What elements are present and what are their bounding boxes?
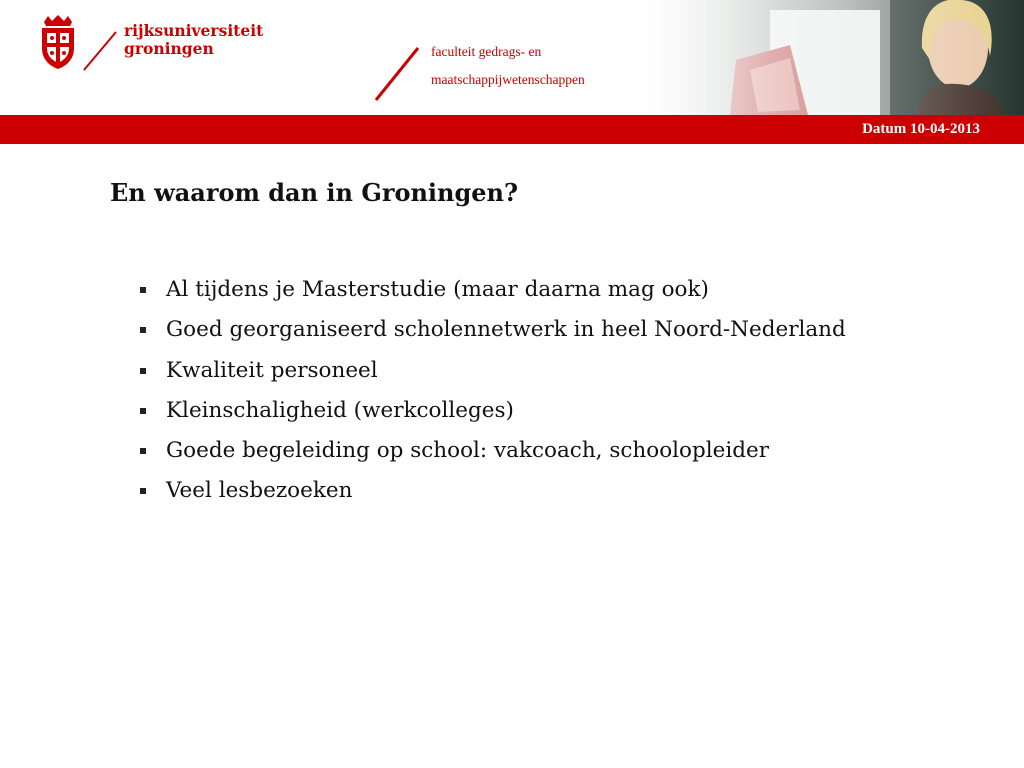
bullet-text: Kwaliteit personeel [166, 357, 378, 383]
university-logo-text [124, 22, 263, 58]
faculty-divider-slash [372, 46, 422, 102]
square-bullet-icon [140, 287, 146, 293]
bullet-text: Veel lesbezoeken [166, 478, 353, 504]
bullet-text: Kleinschaligheid (werkcolleges) [166, 397, 514, 423]
list-item [138, 310, 978, 350]
square-bullet-icon [140, 368, 146, 374]
bullet-text: Goede begeleiding op school: vakcoach, schoolopleider [166, 438, 769, 464]
list-item [138, 351, 978, 391]
faculty-name [431, 38, 585, 94]
header-photo [640, 0, 1024, 115]
date-label: Datum 10-04-2013 [862, 121, 980, 137]
square-bullet-icon [140, 327, 146, 333]
university-crest-icon [38, 14, 78, 70]
list-item [138, 270, 978, 310]
slide-header [0, 0, 1024, 115]
bullet-text: Al tijdens je Masterstudie (maar daarna mag ook) [166, 277, 709, 302]
faculty-line-2: maatschappijwetenschappen [431, 72, 585, 87]
square-bullet-icon [140, 488, 146, 494]
faculty-line-1: faculteit gedrags- en [431, 44, 542, 59]
logo-line-2: groningen [124, 39, 214, 58]
logo-line-1: rijksuniversiteit [124, 21, 264, 40]
slide-title: En waarom dan in Groningen? [110, 178, 519, 207]
list-item [138, 471, 978, 511]
date-banner [0, 115, 1024, 144]
logo-divider-slash [80, 30, 120, 72]
bullet-text: Goed georganiseerd scholennetwerk in heel Noord-Nederland [166, 317, 846, 343]
list-item [138, 391, 978, 431]
square-bullet-icon [140, 408, 146, 414]
bullet-list [138, 270, 978, 512]
square-bullet-icon [140, 448, 146, 454]
list-item [138, 431, 978, 471]
